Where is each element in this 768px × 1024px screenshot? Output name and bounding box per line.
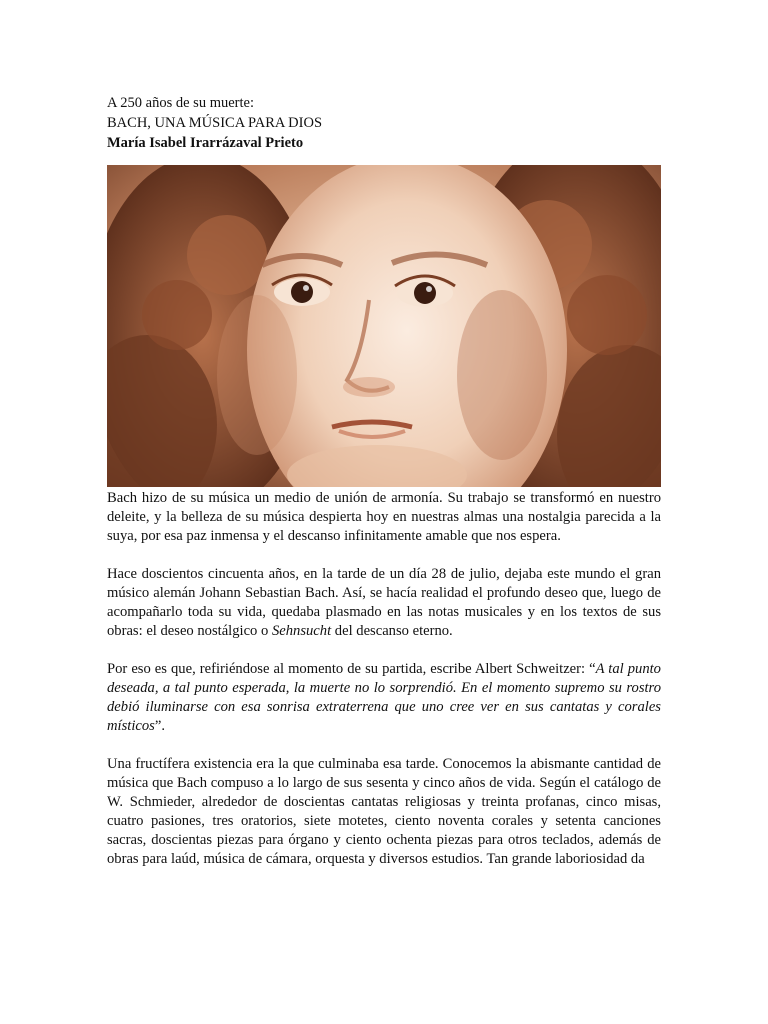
- paragraph-3-open-quote: “: [589, 661, 596, 677]
- paragraph-2: [107, 565, 661, 641]
- paragraph-2-italic-term: Sehnsucht: [271, 623, 332, 639]
- paragraph-2-text-a: Hace doscientos cincuenta años, en la tarde de un día 28 de julio, dejaba este mundo el gran músico alemán Johann Sebastian Bach. Así, se hacía realidad el profundo deseo que, luego de acompañarlo toda su vida, quedaba plasmado en las notas musicales y en los textos de sus obras: el deseo nostálgico o: [107, 566, 661, 639]
- bach-portrait-image: [107, 165, 661, 487]
- paragraph-2-text-b: del descanso eterno.: [331, 623, 453, 639]
- article-title: BACH, UNA MÚSICA PARA DIOS: [107, 115, 323, 131]
- document-page: [107, 93, 661, 869]
- paragraph-1: Bach hizo de su música un medio de unión de armonía. Su trabajo se transformó en nuestro deleite, y la belleza de su música despierta hoy en nuestras almas una nostalgia parecida a la suya, por esa paz inmensa y el descanso infinitamente amable que nos espera.: [107, 490, 661, 544]
- paragraph-3-quote: A tal punto deseada, a tal punto esperada, la muerte no lo sorprendió. En el momento supremo su rostro debió iluminarse con esa sonrisa extraterrena que uno cree ver en sus cantatas y corales místicos: [107, 661, 661, 734]
- paragraph-3-close-quote: ”.: [154, 718, 165, 734]
- article-author: María Isabel Irarrázaval Prieto: [107, 135, 304, 151]
- paragraph-4: Una fructífera existencia era la que culminaba esa tarde. Conocemos la abismante cantidad de música que Bach compuso a lo largo de sus sesenta y cinco años de vida. Según el catálogo de W. Schmieder, alrededor de doscientas cantatas religiosas y treinta profanas, cinco misas, cuatro pasiones, tres oratorios, siete motetes, ciento noventa corales y setenta canciones sacras, doscientas piezas para órgano y ciento ochenta piezas para otros teclados, además de obras para laúd, música de cámara, orquesta y diversos estudios. Tan grande laboriosidad da: [107, 756, 661, 867]
- paragraph-3-intro: Por eso es que, refiriéndose al momento de su partida, escribe Albert Schweitzer:: [107, 661, 586, 677]
- paragraph-3: [107, 660, 661, 736]
- bach-portrait: [107, 165, 661, 487]
- article-kicker: A 250 años de su muerte:: [107, 95, 254, 111]
